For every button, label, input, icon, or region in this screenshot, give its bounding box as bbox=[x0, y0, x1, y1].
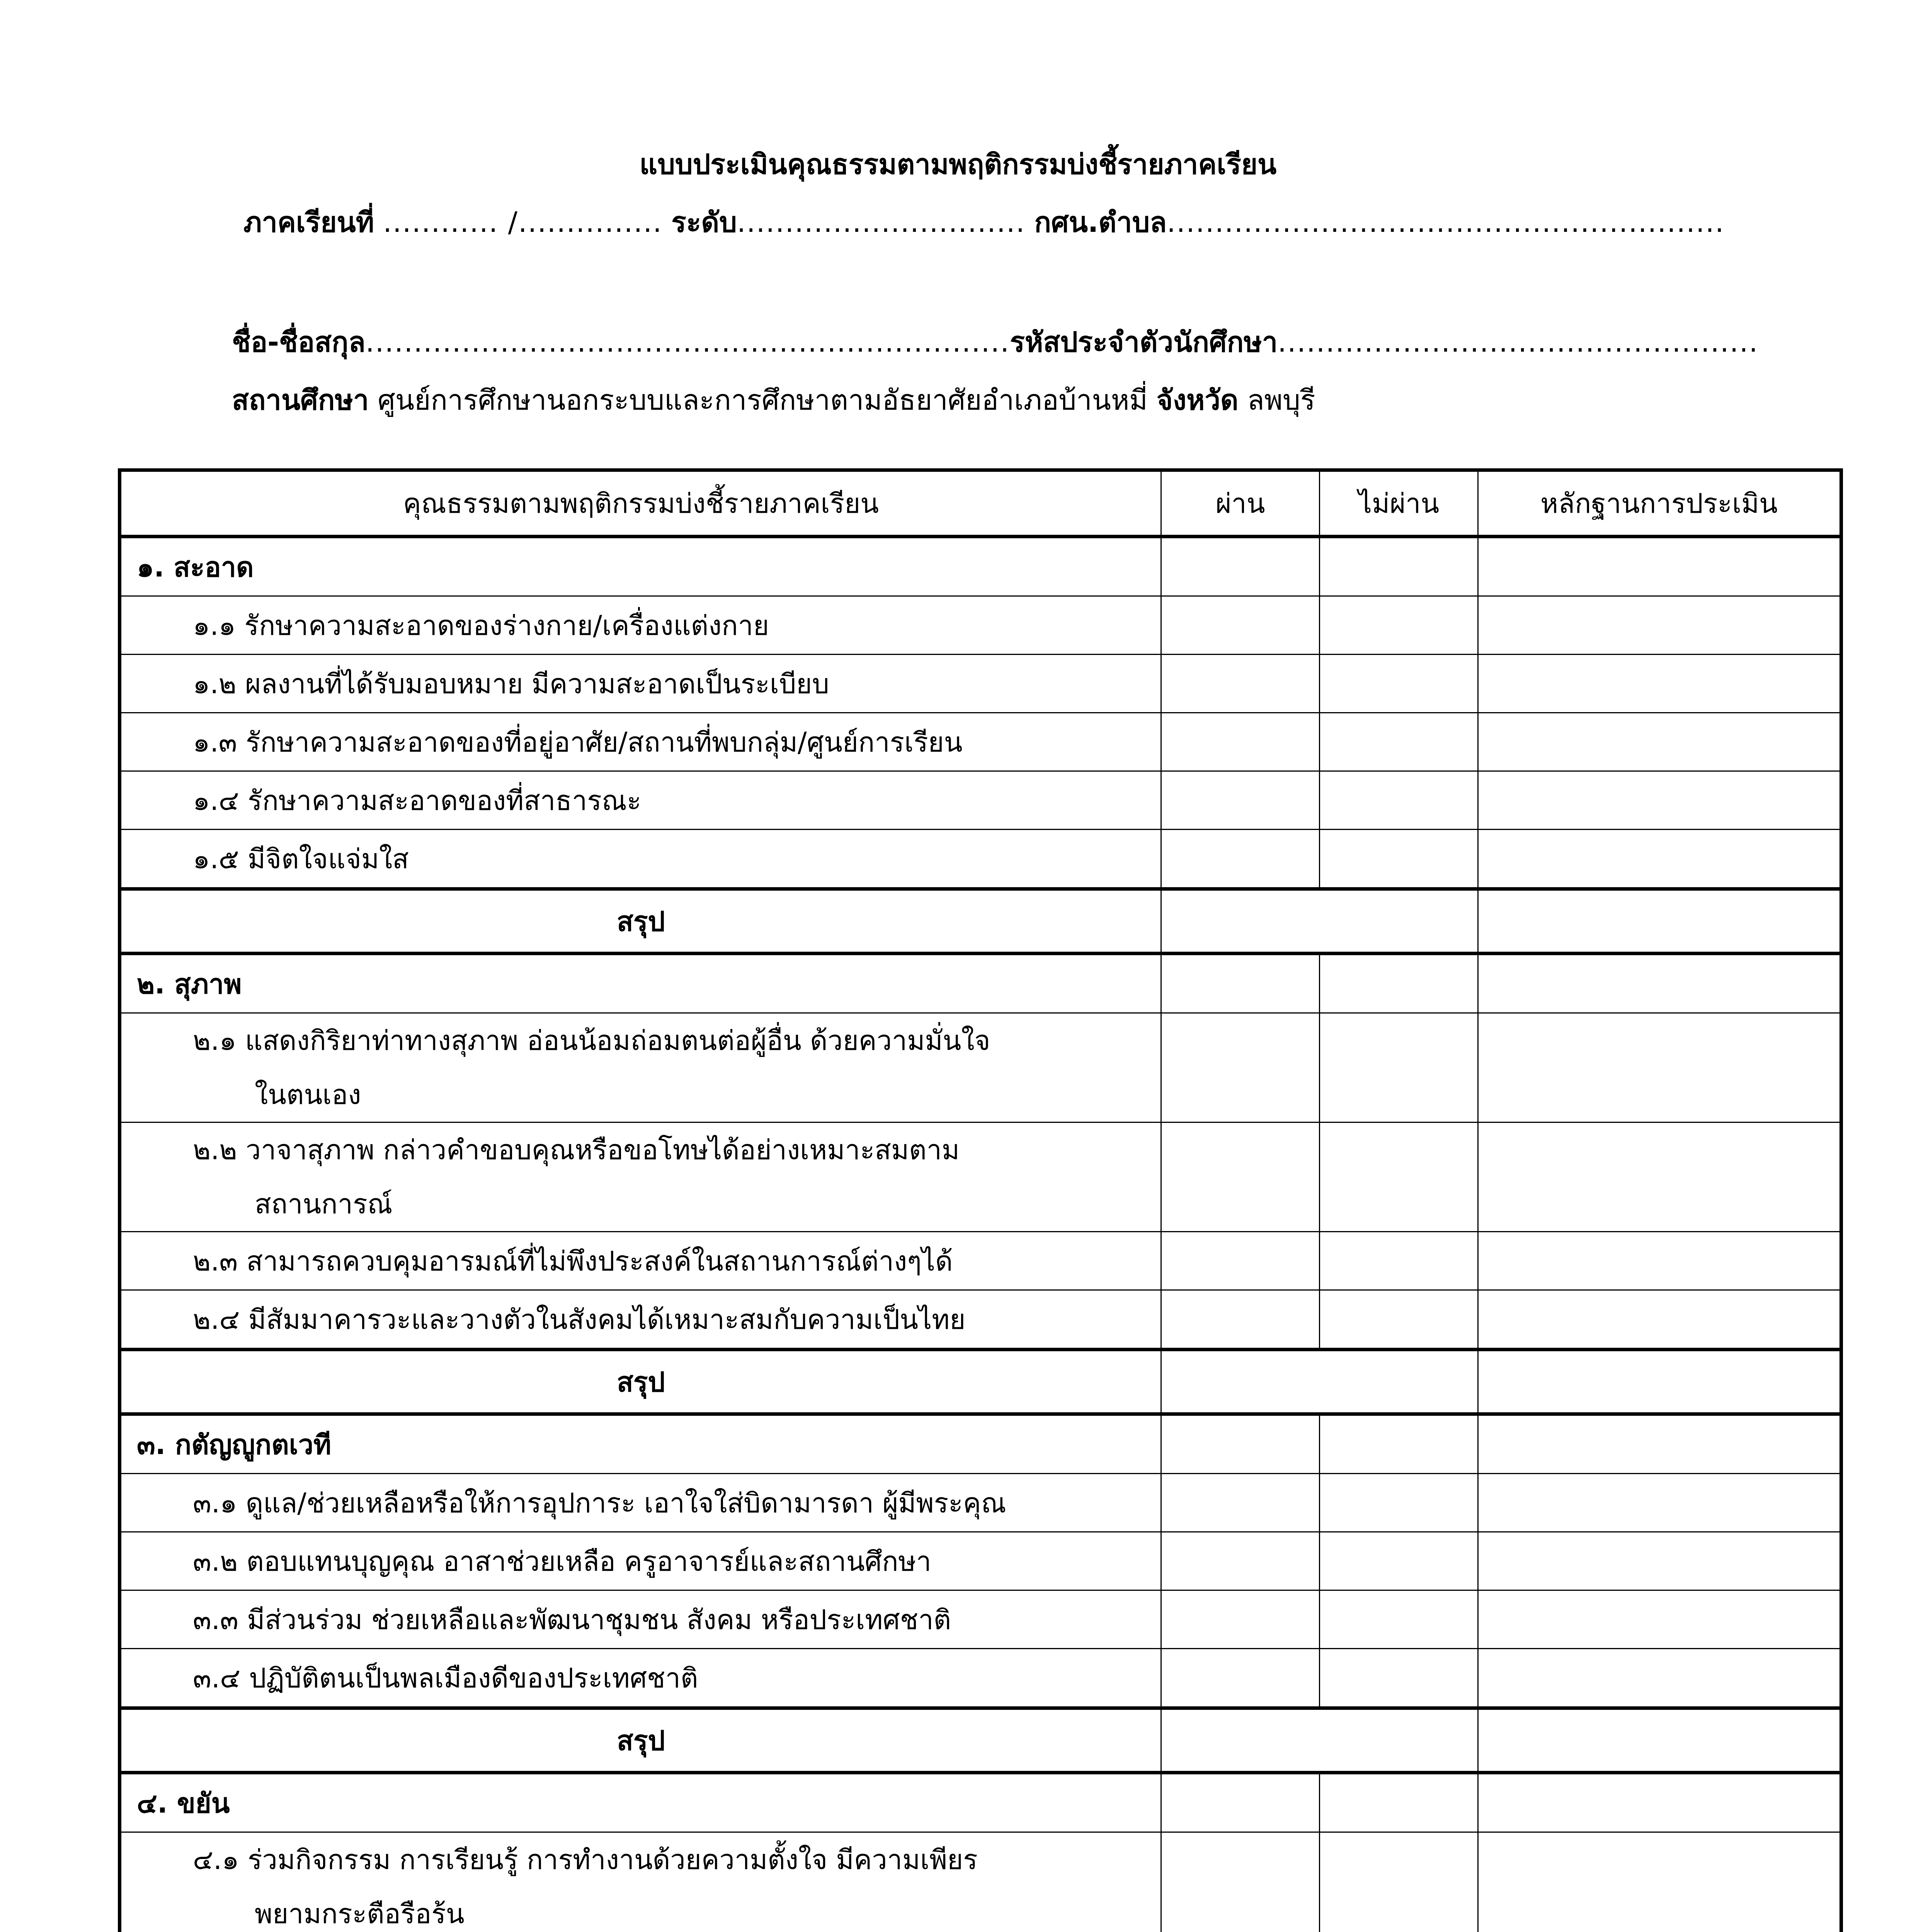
level-field[interactable]: .............................. bbox=[737, 206, 1026, 238]
section-row bbox=[120, 537, 1841, 596]
evidence-cell[interactable] bbox=[1478, 1122, 1841, 1232]
school-value: ศูนย์การศึกษานอกระบบและการศึกษาตามอัธยาศัยอำเภอบ้านหมี่ bbox=[378, 384, 1148, 416]
evidence-cell[interactable] bbox=[1478, 1290, 1841, 1350]
item-text bbox=[120, 771, 1161, 830]
item-row bbox=[120, 1122, 1841, 1232]
item-line-continued: สถานการณ์ bbox=[255, 1188, 393, 1220]
pass-cell[interactable] bbox=[1161, 1649, 1320, 1708]
item-text bbox=[120, 1649, 1161, 1708]
evidence-cell[interactable] bbox=[1478, 596, 1841, 655]
fail-cell[interactable] bbox=[1320, 1532, 1478, 1590]
evidence-cell[interactable] bbox=[1478, 1414, 1841, 1474]
item-line: ๓.๒ ตอบแทนบุญคุณ อาสาช่วยเหลือ ครูอาจารย์และสถานศึกษา bbox=[193, 1545, 931, 1577]
summary-result-cell[interactable] bbox=[1161, 889, 1478, 954]
column-header-evidence: หลักฐานการประเมิน bbox=[1478, 470, 1841, 537]
fail-cell[interactable] bbox=[1320, 1832, 1478, 1932]
fail-cell[interactable] bbox=[1320, 537, 1478, 596]
column-header-pass: ผ่าน bbox=[1161, 470, 1320, 537]
pass-cell[interactable] bbox=[1161, 1290, 1320, 1350]
item-row bbox=[120, 1232, 1841, 1290]
fail-cell[interactable] bbox=[1320, 1649, 1478, 1708]
item-row bbox=[120, 1649, 1841, 1708]
fail-cell[interactable] bbox=[1320, 655, 1478, 713]
pass-cell[interactable] bbox=[1161, 655, 1320, 713]
item-line: ๔.๑ ร่วมกิจกรรม การเรียนรู้ การทำงานด้วยความตั้งใจ มีความเพียร bbox=[193, 1844, 978, 1876]
pass-cell[interactable] bbox=[1161, 1013, 1320, 1122]
fail-cell[interactable] bbox=[1320, 1013, 1478, 1122]
level-label: ระดับ bbox=[671, 206, 737, 238]
evidence-cell[interactable] bbox=[1478, 1532, 1841, 1590]
evidence-cell[interactable] bbox=[1478, 1013, 1841, 1122]
item-row bbox=[120, 771, 1841, 830]
province-label: จังหวัด bbox=[1156, 384, 1239, 416]
evidence-cell[interactable] bbox=[1478, 1649, 1841, 1708]
pass-cell[interactable] bbox=[1161, 1122, 1320, 1232]
item-row bbox=[120, 1290, 1841, 1350]
id-field[interactable]: .................................................. bbox=[1278, 326, 1759, 358]
item-line: ๑.๕ มีจิตใจแจ่มใส bbox=[193, 843, 409, 875]
item-text bbox=[120, 1013, 1161, 1122]
summary-evidence-cell[interactable] bbox=[1478, 1350, 1841, 1414]
evidence-cell[interactable] bbox=[1478, 1590, 1841, 1649]
item-line-continued: พยามกระตือรือร้น bbox=[255, 1898, 465, 1930]
pass-cell[interactable] bbox=[1161, 537, 1320, 596]
semester-line bbox=[243, 203, 1725, 242]
center-field[interactable]: .......................................................... bbox=[1167, 206, 1725, 238]
fail-cell[interactable] bbox=[1320, 1590, 1478, 1649]
center-label: กศน.ตำบล bbox=[1034, 206, 1167, 238]
name-line bbox=[232, 323, 1758, 361]
item-text bbox=[120, 1532, 1161, 1590]
form-title: แบบประเมินคุณธรรมตามพฤติกรรมบ่งชี้รายภาคเรียน bbox=[639, 148, 1277, 180]
item-line: ๒.๑ แสดงกิริยาท่าทางสุภาพ อ่อนน้อมถ่อมตนต่อผู้อื่น ด้วยความมั่นใจ bbox=[193, 1025, 990, 1056]
summary-row bbox=[120, 1350, 1841, 1414]
fail-cell[interactable] bbox=[1320, 771, 1478, 830]
item-line: ๑.๓ รักษาความสะอาดของที่อยู่อาศัย/สถานที่พบกลุ่ม/ศูนย์การเรียน bbox=[193, 726, 963, 758]
item-row bbox=[120, 596, 1841, 655]
evidence-cell[interactable] bbox=[1478, 954, 1841, 1013]
fail-cell[interactable] bbox=[1320, 1773, 1478, 1832]
item-text bbox=[120, 1474, 1161, 1532]
item-text bbox=[120, 1232, 1161, 1290]
evidence-cell[interactable] bbox=[1478, 655, 1841, 713]
fail-cell[interactable] bbox=[1320, 1414, 1478, 1474]
item-line: ๑.๔ รักษาความสะอาดของที่สาธารณะ bbox=[193, 784, 642, 816]
pass-cell[interactable] bbox=[1161, 1773, 1320, 1832]
section-row bbox=[120, 1773, 1841, 1832]
item-line-continued: ในตนเอง bbox=[255, 1079, 361, 1111]
item-text bbox=[120, 713, 1161, 771]
summary-label: สรุป bbox=[120, 1350, 1161, 1414]
pass-cell[interactable] bbox=[1161, 1590, 1320, 1649]
evidence-cell[interactable] bbox=[1478, 537, 1841, 596]
item-row bbox=[120, 1832, 1841, 1932]
summary-label: สรุป bbox=[120, 889, 1161, 954]
item-text bbox=[120, 1590, 1161, 1649]
summary-evidence-cell[interactable] bbox=[1478, 889, 1841, 954]
item-row bbox=[120, 1590, 1841, 1649]
item-text bbox=[120, 1122, 1161, 1232]
item-text bbox=[120, 596, 1161, 655]
pass-cell[interactable] bbox=[1161, 596, 1320, 655]
item-text bbox=[120, 830, 1161, 889]
item-row bbox=[120, 1013, 1841, 1122]
id-label: รหัสประจำตัวนักศึกษา bbox=[1010, 326, 1278, 358]
fail-cell[interactable] bbox=[1320, 1290, 1478, 1350]
fail-cell[interactable] bbox=[1320, 830, 1478, 889]
evidence-cell[interactable] bbox=[1478, 771, 1841, 830]
evidence-cell[interactable] bbox=[1478, 830, 1841, 889]
section-title: ๔. ขยัน bbox=[120, 1773, 1161, 1832]
fail-cell[interactable] bbox=[1320, 1232, 1478, 1290]
summary-result-cell[interactable] bbox=[1161, 1708, 1478, 1773]
evidence-cell[interactable] bbox=[1478, 1832, 1841, 1932]
item-line: ๑.๑ รักษาความสะอาดของร่างกาย/เครื่องแต่งกาย bbox=[193, 609, 769, 641]
evidence-cell[interactable] bbox=[1478, 1474, 1841, 1532]
summary-label: สรุป bbox=[120, 1708, 1161, 1773]
pass-cell[interactable] bbox=[1161, 954, 1320, 1013]
fail-cell[interactable] bbox=[1320, 1474, 1478, 1532]
fail-cell[interactable] bbox=[1320, 713, 1478, 771]
province-value: ลพบุรี bbox=[1247, 384, 1315, 416]
name-label: ชื่อ-ชื่อสกุล bbox=[232, 326, 366, 358]
pass-cell[interactable] bbox=[1161, 1474, 1320, 1532]
semester-label: ภาคเรียนที่ bbox=[243, 206, 374, 238]
section-title: ๓. กตัญญูกตเวที bbox=[120, 1414, 1161, 1474]
pass-cell[interactable] bbox=[1161, 713, 1320, 771]
summary-result-cell[interactable] bbox=[1161, 1350, 1478, 1414]
fail-cell[interactable] bbox=[1320, 954, 1478, 1013]
item-line: ๓.๔ ปฏิบัติตนเป็นพลเมืองดีของประเทศชาติ bbox=[193, 1662, 698, 1694]
item-line: ๓.๓ มีส่วนร่วม ช่วยเหลือและพัฒนาชุมชน สังคม หรือประเทศชาติ bbox=[193, 1604, 951, 1636]
item-row bbox=[120, 655, 1841, 713]
evaluation-table bbox=[118, 468, 1843, 1932]
item-line: ๓.๑ ดูแล/ช่วยเหลือหรือให้การอุปการะ เอาใจใส่บิดามารดา ผู้มีพระคุณ bbox=[193, 1487, 1006, 1519]
item-row bbox=[120, 713, 1841, 771]
evidence-cell[interactable] bbox=[1478, 713, 1841, 771]
section-title: ๒. สุภาพ bbox=[120, 954, 1161, 1013]
item-line: ๒.๔ มีสัมมาคารวะและวางตัวในสังคมได้เหมาะสมกับความเป็นไทย bbox=[193, 1303, 966, 1335]
name-field[interactable]: ................................................................... bbox=[365, 326, 1010, 358]
pass-cell[interactable] bbox=[1161, 1832, 1320, 1932]
table-body bbox=[120, 537, 1841, 1932]
evidence-cell[interactable] bbox=[1478, 1773, 1841, 1832]
section-row bbox=[120, 954, 1841, 1013]
item-row bbox=[120, 1532, 1841, 1590]
summary-row bbox=[120, 1708, 1841, 1773]
semester-field[interactable]: ............ /............... bbox=[383, 206, 663, 238]
school-line bbox=[232, 381, 1315, 419]
item-line: ๒.๒ วาจาสุภาพ กล่าวคำขอบคุณหรือขอโทษได้อย่างเหมาะสมตาม bbox=[193, 1134, 960, 1166]
column-header-fail: ไม่ผ่าน bbox=[1320, 470, 1478, 537]
item-row bbox=[120, 830, 1841, 889]
summary-evidence-cell[interactable] bbox=[1478, 1708, 1841, 1773]
item-text bbox=[120, 655, 1161, 713]
pass-cell[interactable] bbox=[1161, 830, 1320, 889]
item-text bbox=[120, 1290, 1161, 1350]
table-header-row bbox=[120, 470, 1841, 537]
fail-cell[interactable] bbox=[1320, 596, 1478, 655]
fail-cell[interactable] bbox=[1320, 1122, 1478, 1232]
evidence-cell[interactable] bbox=[1478, 1232, 1841, 1290]
item-text bbox=[120, 1832, 1161, 1932]
pass-cell[interactable] bbox=[1161, 1232, 1320, 1290]
school-label: สถานศึกษา bbox=[232, 384, 369, 416]
pass-cell[interactable] bbox=[1161, 771, 1320, 830]
item-line: ๒.๓ สามารถควบคุมอารมณ์ที่ไม่พึงประสงค์ในสถานการณ์ต่างๆได้ bbox=[193, 1245, 953, 1277]
section-title: ๑. สะอาด bbox=[120, 537, 1161, 596]
column-header-criteria: คุณธรรมตามพฤติกรรมบ่งชี้รายภาคเรียน bbox=[120, 470, 1161, 537]
summary-row bbox=[120, 889, 1841, 954]
section-row bbox=[120, 1414, 1841, 1474]
pass-cell[interactable] bbox=[1161, 1532, 1320, 1590]
pass-cell[interactable] bbox=[1161, 1414, 1320, 1474]
item-row bbox=[120, 1474, 1841, 1532]
item-line: ๑.๒ ผลงานที่ได้รับมอบหมาย มีความสะอาดเป็นระเบียบ bbox=[193, 668, 829, 700]
